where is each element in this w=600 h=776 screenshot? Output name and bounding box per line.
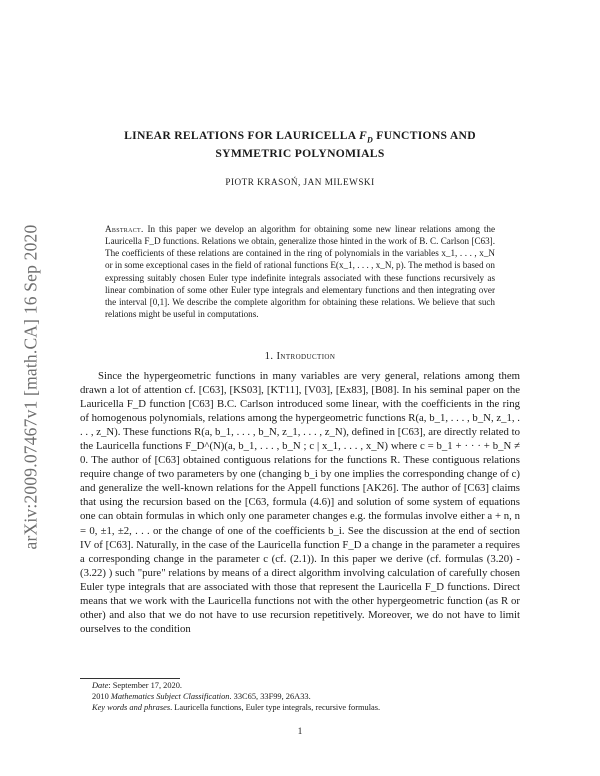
arxiv-identifier <box>20 172 42 602</box>
title-line-2: SYMMETRIC POLYNOMIALS <box>215 147 385 161</box>
abstract <box>105 223 495 320</box>
footnote-date: Date: September 17, 2020. <box>92 681 183 690</box>
abstract-label: Abstract. <box>105 224 144 234</box>
footnote-msc: 2010 Mathematics Subject Classification. 33C65, 33F99, 26A33. <box>92 691 311 701</box>
arxiv-id-text: arXiv:2009.07467v1 [math.CA] 16 Sep 2020 <box>20 224 41 550</box>
author-list: PIOTR KRASOŃ, JAN MILEWSKI <box>225 177 375 187</box>
paragraph: Since the hypergeometric functions in many variables are very general, relations among them drawn a lot of attention cf. [C63], [KS03], [KT11], [V03], [Ex83], [B08]. In his seminal paper on the Lauricella F_D function [C63] B.C. Carlson introduced some linear, with the coefficients in the ring of homogenous polynomials, relations among the hypergeometric functions R(a, b_1, . . . , b_N, z_1, . . . , z_N). These functions R(a, b_1, . . . , b_N, z_1, . . . , z_N), defined in [C63], are directly related to the Lauricella functions F_D^(N)(a, b_1, . . . , b_N ; c | x_1, . . . , x_N) where c = b_1 + · · · + b_N ≠ 0. The author of [C63] obtained contiguous relations for the functions R. These contiguous relations require change of two parameters by one (changing b_i by one implies the corresponding change of c) and generalize the well-known relations for the Appell functions [AK26]. The author of [C63] claims that using the recursion based on the [C63, formula (4.6)] and solution of some system of equations one can obtain formulas in which only one parameter changes e.g. the formulas involve either a + n, n = 0, ±1, ±2, . . . or the change of one of the coefficients b_i. See the discussion at the end of section IV of [C63]. Naturally, in the case of the Lauricella function F_D a change in the parameter a requires a corresponding change in the parameter c (cf. (2.1)). In this paper we derive (cf. formulas (3.20) - (3.22) ) such "pure" relations by means of a direct algorithm involving calculation of carefully chosen Euler type integrals that are associated with those that represent the Lauricella F_D functions. Direct means that we work with the Lauricella functions not with the other hypergeometric function (as R or other) and also that we do not have to use recursion repetitively. Moreover, we do not have to limit ourselves to the condition <box>80 370 520 635</box>
footnote-keywords: Key words and phrases. Lauricella functions, Euler type integrals, recursive formulas. <box>92 702 381 712</box>
title-line-1: LINEAR RELATIONS FOR LAURICELLA $F_D$ FUNCTIONS AND <box>124 129 476 145</box>
section-heading: 1. Introduction <box>264 351 336 362</box>
page-number: 1 <box>297 727 303 737</box>
footnotes <box>80 681 520 713</box>
footnote-rule <box>80 678 180 679</box>
abstract-text: In this paper we develop an algorithm for obtaining some new linear relations among the Lauricella F_D functions. Relations we obtain, generalize those hinted in the work of B. C. Carlson [C63]. The coefficients of these relations are contained in the ring of polynomials in the variables x_1, . . . , x_N or in some exceptional cases in the field of rational functions E(x_1, . . . , x_N, p). The method is based on expressing suitably chosen Euler type indefinite integrals associated with these functions recursively as linear combination of some other Euler type integrals and elementary functions and then integrating over the interval [0,1]. We describe the complete algorithm for obtaining these relations. We believe that such relations might be useful in computations. <box>105 224 495 320</box>
paper-title <box>100 129 500 161</box>
body-text <box>80 369 520 636</box>
